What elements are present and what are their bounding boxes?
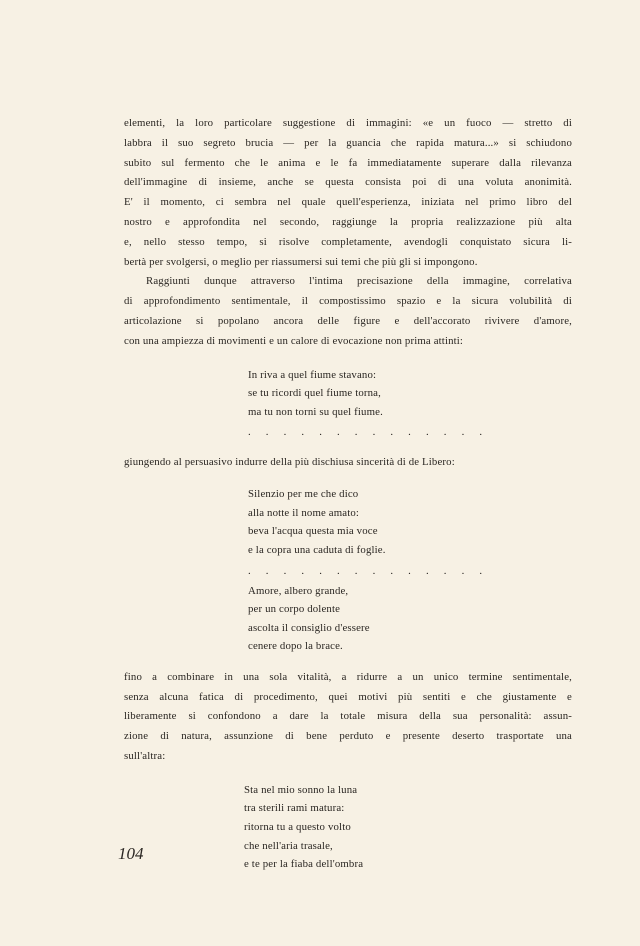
text-line: nostro e approfondita nel secondo, raggiunge la propria realizzazione più alta: [124, 215, 572, 228]
text-line: dell'immagine di insieme, anche se questa consista poi di una voluta anonimità.: [124, 176, 572, 189]
verse-line: beva l'acqua questa mia voce: [248, 525, 378, 538]
page-number: 104: [118, 844, 144, 863]
text-line: con una ampiezza di movimenti e un calore di evocazione non prima attinti:: [124, 334, 464, 347]
verse-line: ritorna tu a questo volto: [244, 821, 351, 834]
text-line: articolazione si popolano ancora delle figure e dell'accorato rivivere d'amore,: [124, 314, 572, 327]
text-line: subito sul fermento che le anima e le fa immediatamente superare dalla rilevanza: [124, 156, 572, 169]
ellipsis-dots: . . . . . . . . . . . . . .: [248, 426, 489, 439]
text-line: e, nello stesso tempo, si risolve completamente, avendogli conquistato sicura li-: [124, 235, 572, 248]
text-line: bertà per svolgersi, o meglio per riassumersi sui temi che più gli si impongono.: [124, 255, 478, 268]
verse-4: [244, 781, 572, 874]
verse-line: alla notte il nome amato:: [248, 506, 360, 519]
text-line: senza alcuna fatica di procedimento, quei motivi più sentiti e che giustamente e: [124, 690, 572, 703]
verse-line: ma tu non torni su quel fiume.: [248, 405, 383, 418]
page-body: [124, 114, 572, 874]
verse-line: che nell'aria trasale,: [244, 839, 333, 852]
verse-line: tra sterili rami matura:: [244, 802, 345, 815]
text-line: liberamente si confondono a dare la totale misura della sua personalità: assun-: [124, 710, 572, 723]
text-line: di approfondimento sentimentale, il compostissimo spazio e la sicura volubilità di: [124, 295, 572, 308]
verse-line: se tu ricordi quel fiume torna,: [248, 387, 381, 400]
verse-line: cenere dopo la brace.: [248, 640, 343, 653]
verse-line: e la copra una caduta di foglie.: [248, 543, 386, 556]
text-line: E' il momento, ci sembra nel quale quell'esperienza, iniziata nel primo libro del: [124, 196, 572, 209]
verse-line: e te per la fiaba dell'ombra: [244, 858, 364, 871]
verse-line: ascolta il consiglio d'essere: [248, 621, 370, 634]
text-line: Raggiunti dunque attraverso l'intima precisazione della immagine, correlativa: [146, 275, 572, 288]
verse-3: [248, 582, 572, 656]
text-line: giungendo al persuasivo indurre della più dischiusa sincerità di de Libero:: [124, 456, 455, 469]
text-line: fino a combinare in una sola vitalità, a ridurre a un unico termine sentimentale,: [124, 670, 572, 683]
verse-line: Amore, albero grande,: [248, 584, 349, 597]
text-line: labbra il suo segreto brucia — per la guancia che rapida matura...» si schiudono: [124, 136, 572, 149]
verse-1: [248, 366, 572, 442]
text-line: sull'altra:: [124, 750, 166, 763]
verse-line: Silenzio per me che dico: [248, 488, 359, 501]
paragraph-1: [124, 114, 572, 272]
ellipsis-dots: . . . . . . . . . . . . . .: [248, 564, 489, 577]
verse-line: Sta nel mio sonno la luna: [244, 783, 358, 796]
text-line: zione di natura, assunzione di bene perduto e presente deserto trasportate una: [124, 730, 572, 743]
verse-line: In riva a quel fiume stavano:: [248, 368, 377, 381]
paragraph-3: [124, 668, 572, 767]
verse-2: [248, 485, 572, 579]
text-line: elementi, la loro particolare suggestione di immagini: «e un fuoco — stretto di: [124, 117, 572, 129]
bridge-line-1: [124, 453, 572, 473]
verse-line: per un corpo dolente: [248, 603, 341, 616]
paragraph-2: [124, 272, 572, 351]
